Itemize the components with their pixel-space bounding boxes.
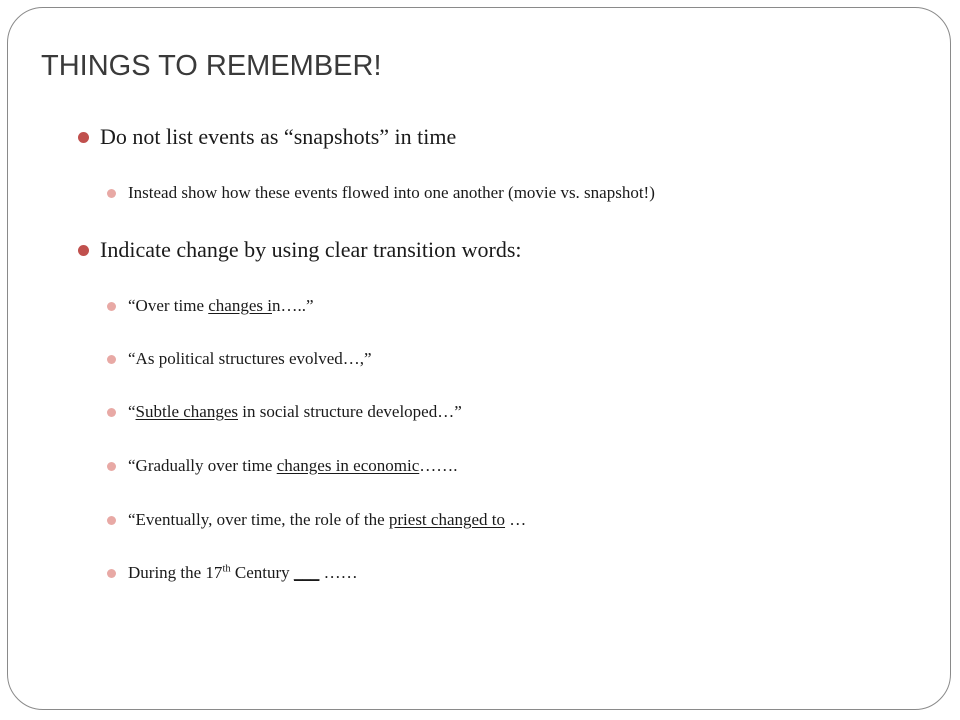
sub-bullet-item — [128, 402, 462, 422]
sub-bullet-text-part: Century — [230, 563, 294, 582]
slide-title: THINGS TO REMEMBER! — [41, 50, 382, 82]
sub-bullet-text: “As political structures evolved…,” — [128, 349, 372, 368]
superscript-ordinal: th — [222, 563, 231, 575]
bullet-text: Indicate change by using clear transition words: — [100, 237, 522, 262]
sub-bullet-dot-icon — [107, 355, 116, 364]
sub-bullet-dot-icon — [107, 569, 116, 578]
sub-bullet-dot-icon — [107, 189, 116, 198]
underlined-phrase: Subtle changes — [135, 402, 238, 421]
sub-bullet-item — [128, 183, 655, 203]
underlined-phrase: changes i — [208, 296, 272, 315]
sub-bullet-text-part: …… — [319, 563, 358, 582]
sub-bullet-dot-icon — [107, 516, 116, 525]
bullet-item — [100, 237, 522, 263]
sub-bullet-item — [128, 296, 314, 316]
underlined-phrase: priest changed to — [388, 510, 506, 529]
sub-bullet-text-part: “Gradually over time — [128, 456, 277, 475]
sub-bullet-item — [128, 510, 526, 530]
sub-bullet-text-part: … — [505, 510, 527, 529]
bullet-item — [100, 124, 456, 150]
sub-bullet-dot-icon — [107, 462, 116, 471]
blank-line: ___ — [293, 563, 320, 582]
sub-bullet-dot-icon — [107, 408, 116, 417]
bullet-dot-icon — [78, 132, 89, 143]
sub-bullet-text-part: ……. — [419, 456, 458, 475]
sub-bullet-text-part: “Over time — [128, 296, 209, 315]
sub-bullet-text-part: “Eventually, over time, the role of the — [128, 510, 389, 529]
sub-bullet-item — [128, 563, 358, 583]
sub-bullet-item — [128, 456, 458, 476]
sub-bullet-text-part: n…..” — [271, 296, 314, 315]
bullet-dot-icon — [78, 245, 89, 256]
sub-bullet-text-part: “ — [128, 402, 136, 421]
bullet-text: Do not list events as “snapshots” in time — [100, 124, 457, 149]
sub-bullet-text-part: During the 17 — [128, 563, 223, 582]
sub-bullet-item — [128, 349, 372, 369]
sub-bullet-text-part: in social structure developed…” — [238, 402, 462, 421]
underlined-phrase: changes in economic — [276, 456, 420, 475]
sub-bullet-dot-icon — [107, 302, 116, 311]
sub-bullet-text: Instead show how these events flowed into one another (movie vs. snapshot!) — [128, 183, 655, 202]
